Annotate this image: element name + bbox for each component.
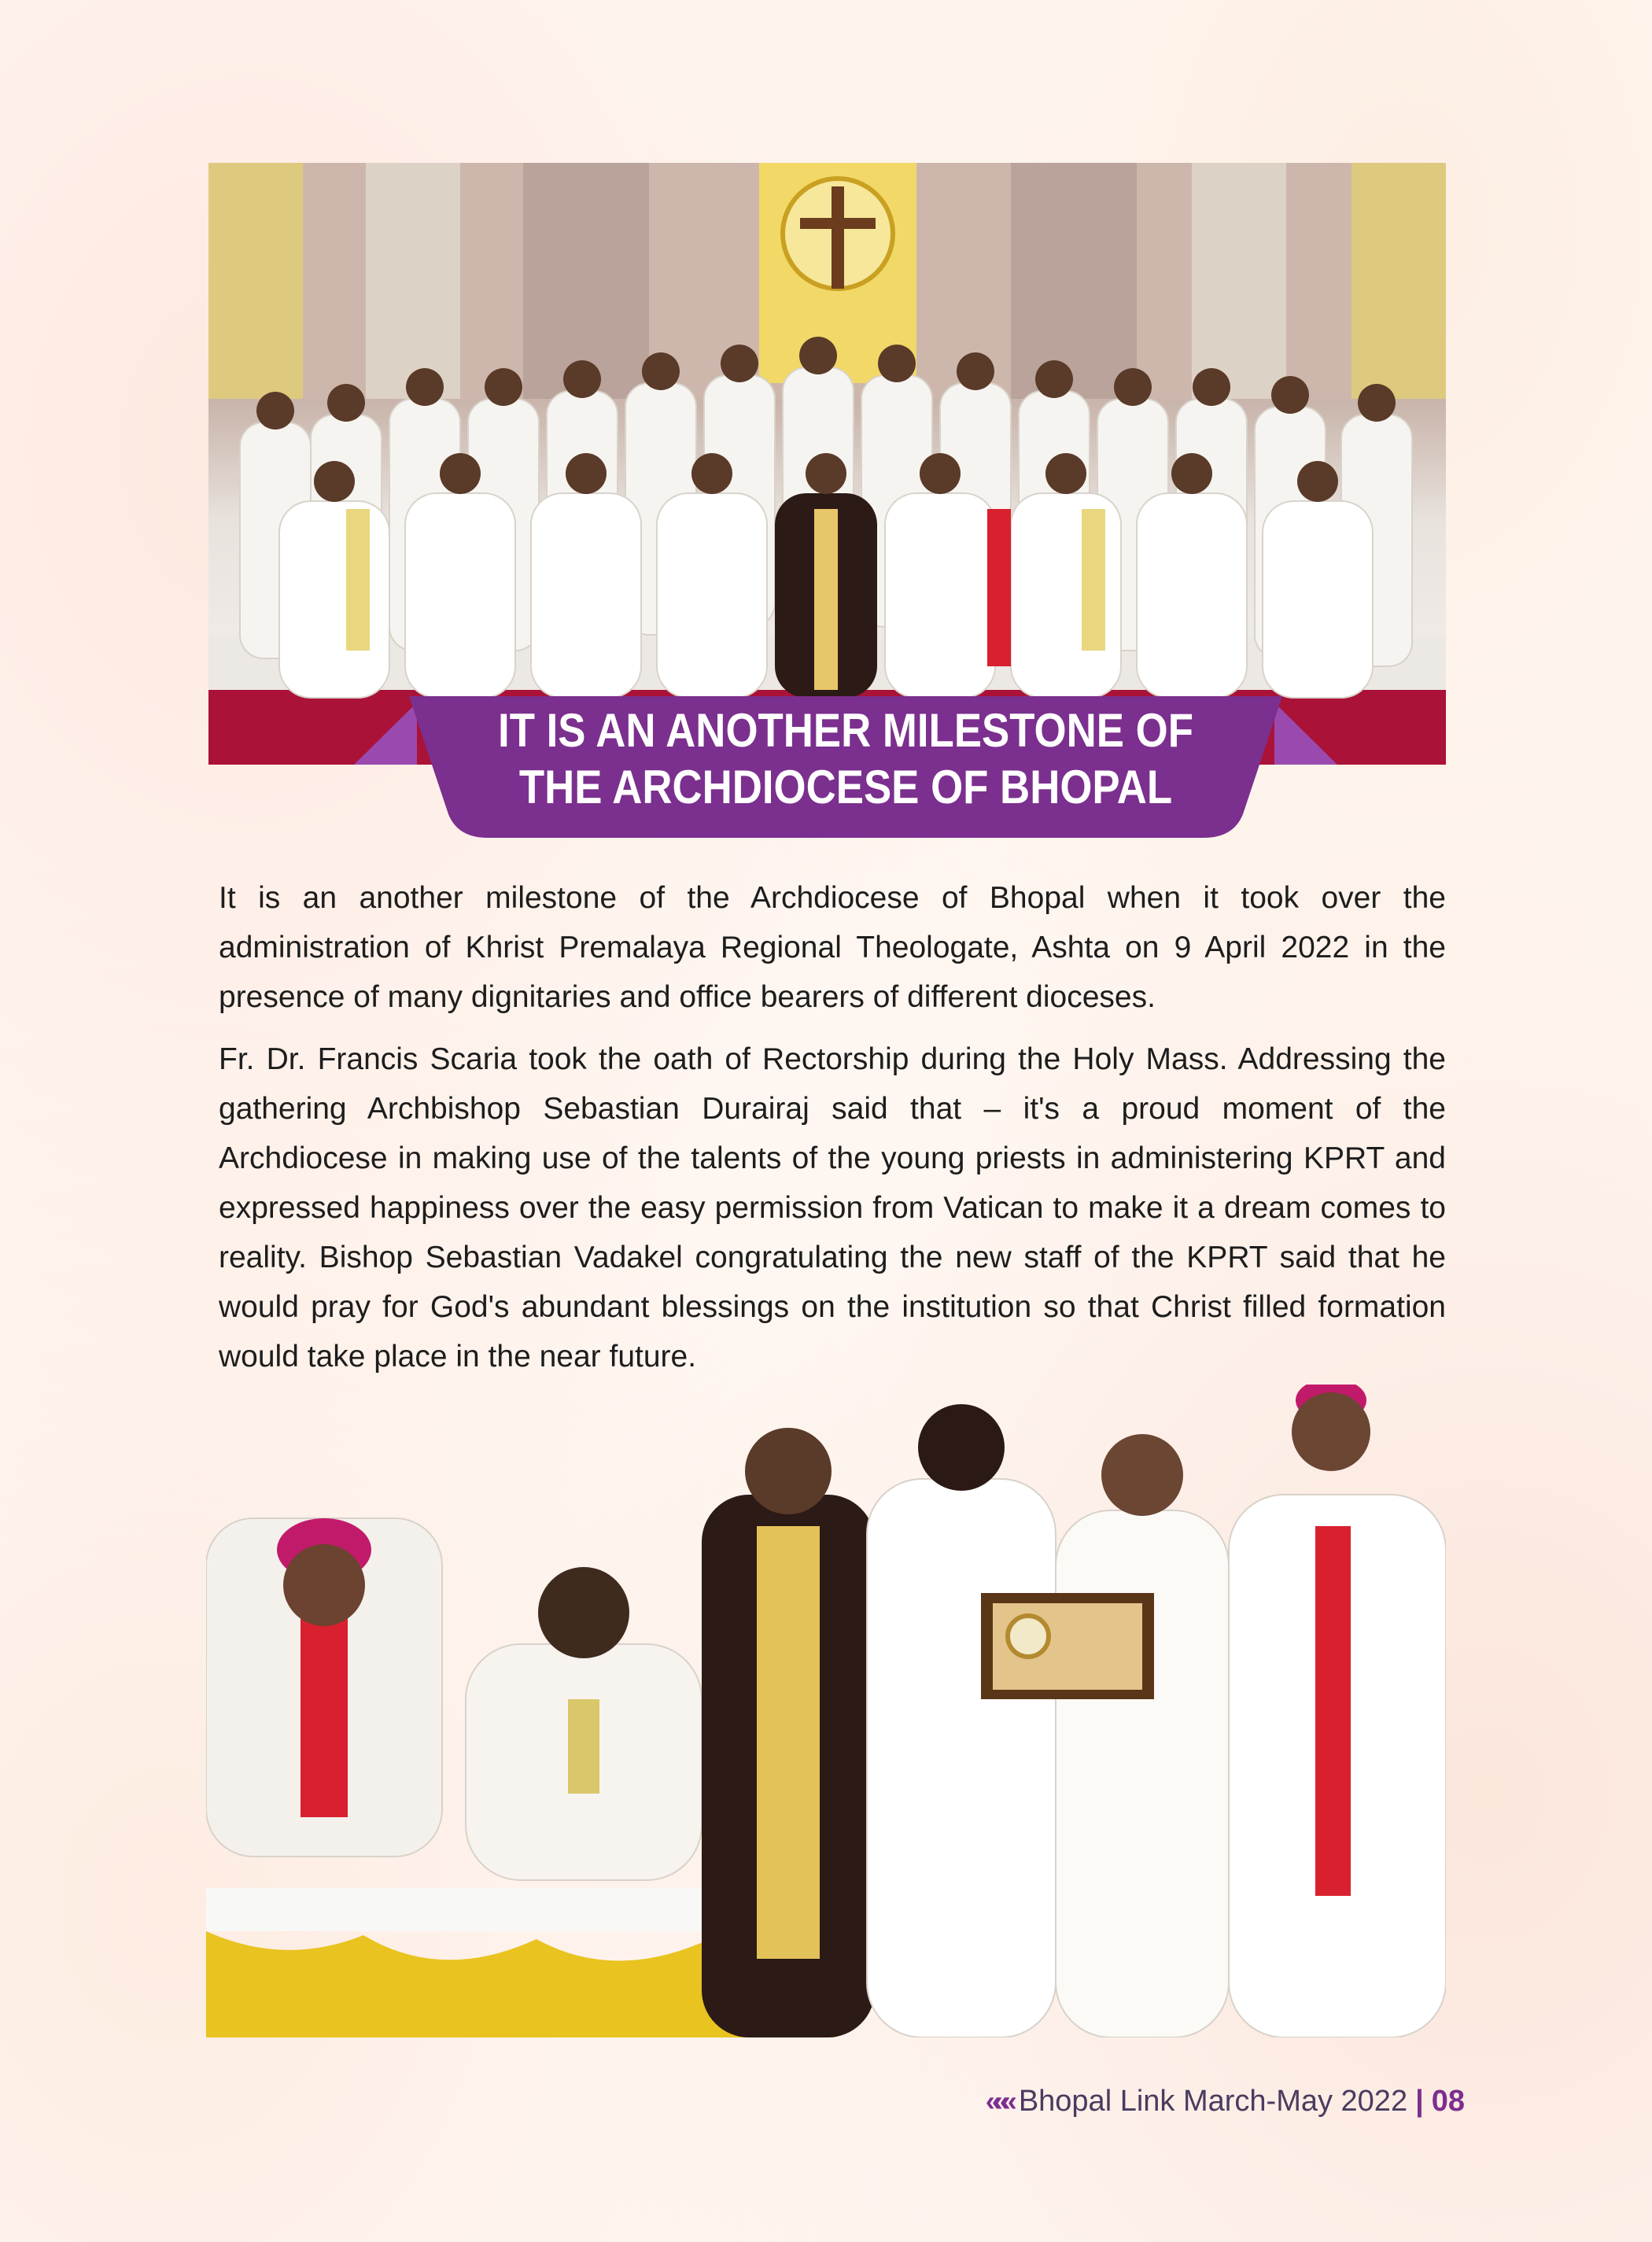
article-body — [219, 873, 1446, 1394]
article-paragraph-2: Fr. Dr. Francis Scaria took the oath of Rectorship during the Holy Mass. Addressing the gathering Archbishop Sebastian Durairaj said that – it's a proud moment of the Archdiocese in making use of the talents of the young priests in administering KPRT and expressed happiness over the easy permission from Vatican to make it a dream comes to reality. Bishop Sebastian Vadakel congratulating the new staff of the KPRT said that he would pray for God's abundant blessings on the institution so that Christ filled formation would take place in the near future. — [219, 1042, 1446, 1374]
title-banner — [354, 696, 1337, 842]
ceremony-photo-illustration — [206, 1385, 1446, 2037]
page-title — [413, 702, 1278, 816]
group-photo — [208, 163, 1446, 765]
footer-publication: Bhopal Link March-May 2022 — [1018, 2084, 1408, 2118]
page-number: 08 — [1431, 2084, 1465, 2118]
group-photo-illustration — [208, 163, 1446, 765]
ceremony-photo — [206, 1385, 1446, 2037]
title-line-2: THE ARCHDIOCESE OF BHOPAL — [518, 761, 1173, 813]
footer-arrows-icon: ««« — [985, 2085, 1009, 2117]
article-paragraph-1: It is an another milestone of the Archdiocese of Bhopal when it took over the administration of Khrist Premalaya Regional Theologate, Ashta on 9 April 2022 in the presence of many dignitaries and office bearers of different dioceses. — [219, 881, 1446, 1014]
title-line-1: IT IS AN ANOTHER MILESTONE OF — [498, 704, 1193, 757]
footer-separator: | — [1415, 2084, 1424, 2118]
page-footer — [986, 2082, 1465, 2121]
